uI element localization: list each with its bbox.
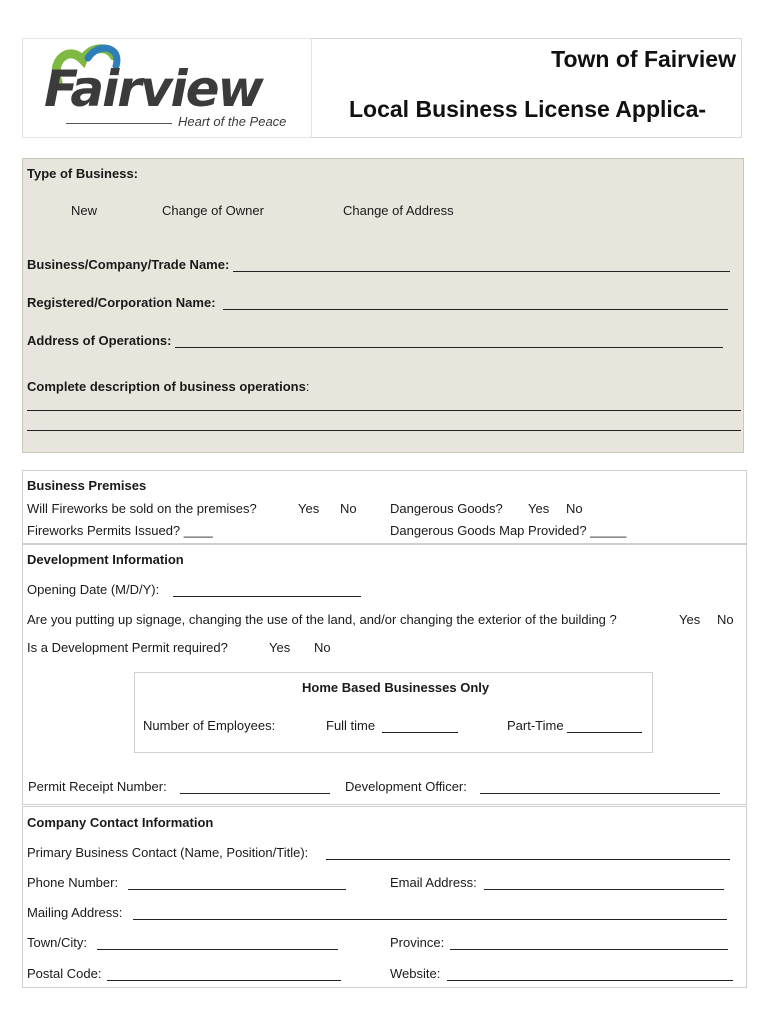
full-time-label: Full time (326, 718, 376, 733)
page-subtitle: Local Business License Applica- (349, 96, 707, 122)
town-label: Town/City: (27, 935, 87, 950)
development-heading: Development Information (27, 552, 184, 567)
development-officer-field[interactable] (480, 793, 720, 794)
home-based-heading: Home Based Businesses Only (302, 680, 490, 695)
description-line-1[interactable] (27, 410, 741, 411)
province-field[interactable] (450, 949, 728, 950)
contact-heading: Company Contact Information (27, 815, 214, 830)
primary-contact-label: Primary Business Contact (Name, Position/Title): (27, 845, 309, 860)
mailing-field[interactable] (133, 919, 727, 920)
type-of-business-heading: Type of Business: (27, 166, 139, 181)
option-change-of-owner[interactable]: Change of Owner (162, 203, 264, 218)
postal-label: Postal Code: (27, 966, 102, 981)
fireworks-question: Will Fireworks be sold on the premises? (27, 501, 257, 516)
mailing-label: Mailing Address: (27, 905, 123, 920)
dangerous-yes[interactable]: Yes (528, 501, 550, 516)
phone-label: Phone Number: (27, 875, 119, 890)
permit-no[interactable]: No (314, 640, 331, 655)
option-change-of-address[interactable]: Change of Address (343, 203, 454, 218)
logo-tagline: Heart of the Peace (178, 114, 287, 129)
dangerous-map[interactable]: Dangerous Goods Map Provided? _____ (390, 523, 627, 538)
primary-contact-field[interactable] (326, 859, 730, 860)
signage-question: Are you putting up signage, changing the use of the land, and/or changing the exterior of the building ? (27, 612, 617, 627)
registered-name-field[interactable] (223, 309, 728, 310)
trade-name-field[interactable] (233, 271, 730, 272)
description-line-2[interactable] (27, 430, 741, 431)
part-time-field[interactable] (567, 732, 642, 733)
development-officer-label: Development Officer: (345, 779, 467, 794)
signage-yes[interactable]: Yes (679, 612, 701, 627)
email-field[interactable] (484, 889, 724, 890)
address-label: Address of Operations: (27, 333, 172, 348)
option-new[interactable]: New (71, 203, 98, 218)
province-label: Province: (390, 935, 445, 950)
trade-name-label: Business/Company/Trade Name: (27, 257, 230, 272)
fireworks-no[interactable]: No (340, 501, 357, 516)
permit-question: Is a Development Permit required? (27, 640, 228, 655)
opening-date-field[interactable] (173, 596, 361, 597)
full-time-field[interactable] (382, 732, 458, 733)
address-field[interactable] (175, 347, 723, 348)
fireworks-yes[interactable]: Yes (298, 501, 320, 516)
premises-heading: Business Premises (27, 478, 147, 493)
permit-yes[interactable]: Yes (269, 640, 291, 655)
website-label: Website: (390, 966, 441, 981)
description-label: Complete description of business operations: (27, 379, 310, 394)
town-field[interactable] (97, 949, 338, 950)
website-field[interactable] (447, 980, 733, 981)
phone-field[interactable] (128, 889, 346, 890)
employees-label: Number of Employees: (143, 718, 276, 733)
permit-receipt-field[interactable] (180, 793, 330, 794)
email-label: Email Address: (390, 875, 477, 890)
permit-receipt-label: Permit Receipt Number: (28, 779, 167, 794)
page-title: Town of Fairview (551, 46, 736, 72)
signage-no[interactable]: No (717, 612, 734, 627)
opening-date-label: Opening Date (M/D/Y): (27, 582, 160, 597)
dangerous-goods-question: Dangerous Goods? (390, 501, 503, 516)
registered-name-label: Registered/Corporation Name: (27, 295, 216, 310)
postal-field[interactable] (107, 980, 341, 981)
logo-wordmark: Fairview (44, 60, 262, 118)
part-time-label: Part-Time (507, 718, 564, 733)
contact-section (22, 806, 747, 988)
fireworks-permits[interactable]: Fireworks Permits Issued? ____ (27, 523, 213, 538)
dangerous-no[interactable]: No (566, 501, 583, 516)
logo-rule (66, 123, 172, 124)
